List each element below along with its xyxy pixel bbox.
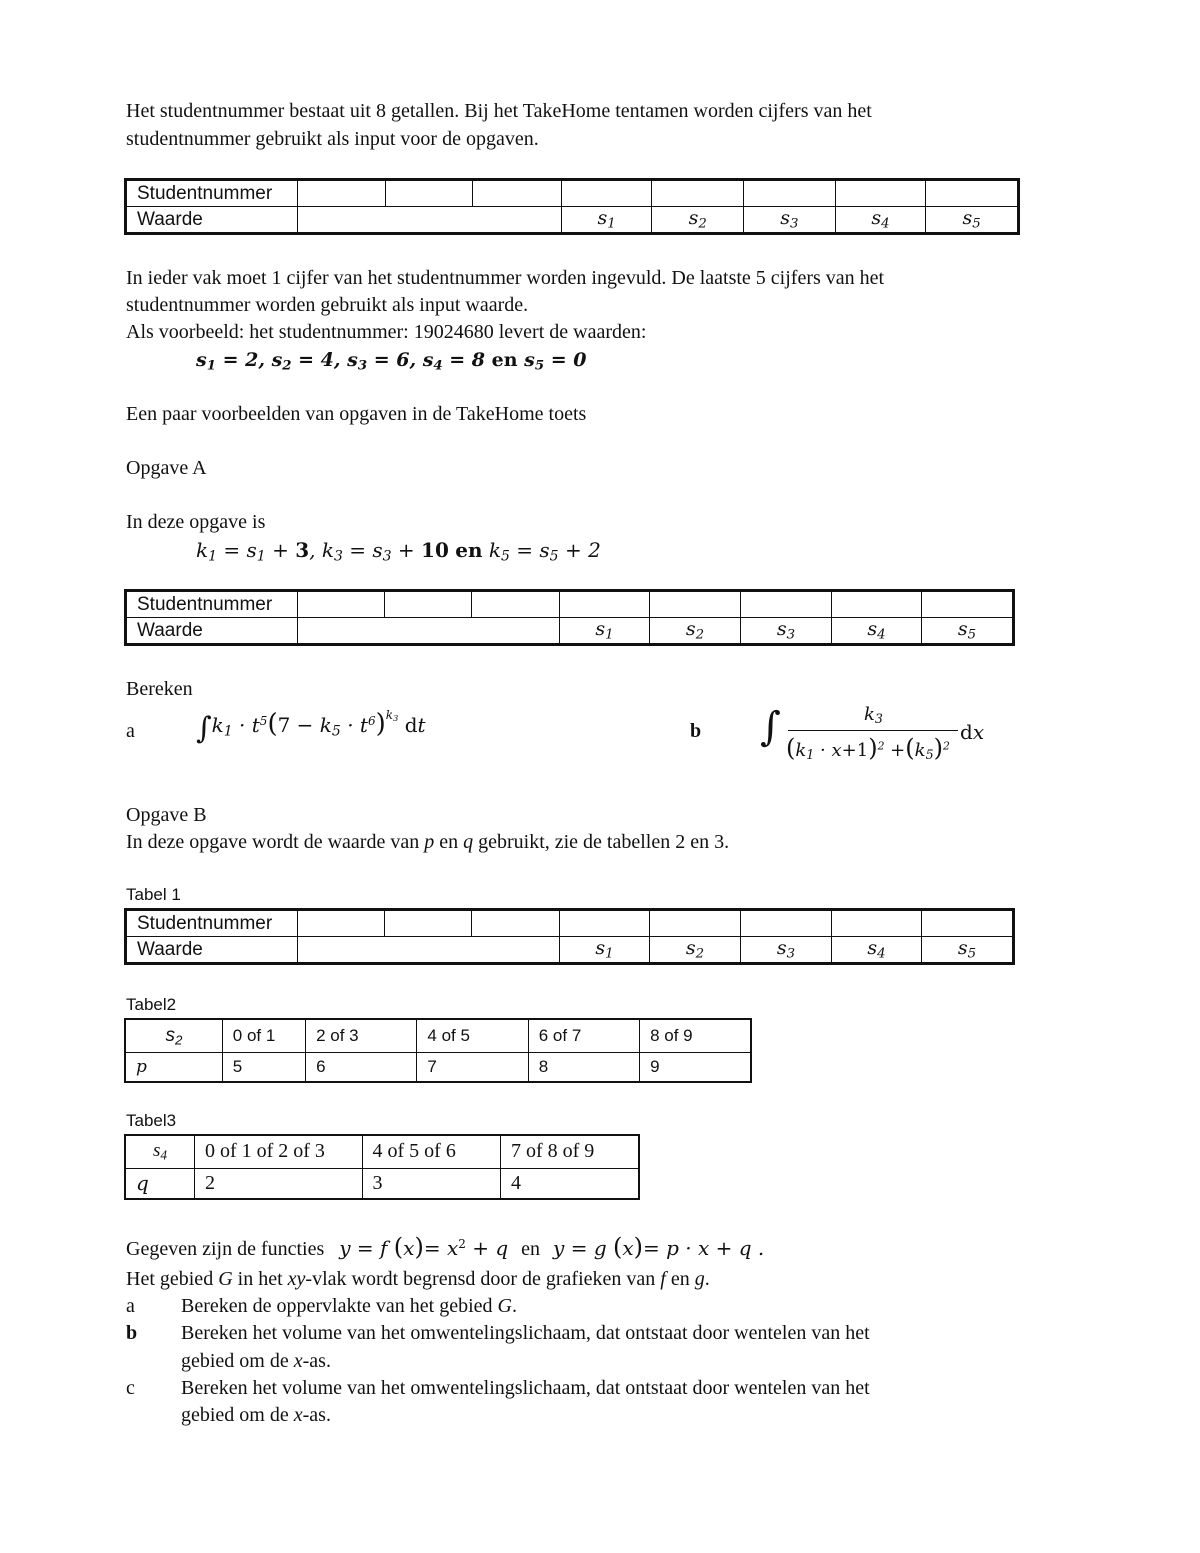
function-g: y = g (x)= p · x + q . bbox=[553, 1233, 765, 1262]
digit-cell[interactable] bbox=[560, 591, 650, 618]
tabel2-header-cell: 4 of 5 bbox=[417, 1019, 528, 1052]
studentnummer-label: Studentnummer bbox=[126, 910, 298, 937]
tabel3-row-label: q bbox=[125, 1168, 194, 1199]
digit-cell[interactable] bbox=[922, 910, 1014, 937]
integral-b: ∫ $k_3$ $(k_1 \cdot x+1)^2 +(k_5)^2$ dx bbox=[760, 704, 985, 763]
tabel2-caption: Tabel2 bbox=[126, 995, 177, 1014]
student-table-3 bbox=[124, 908, 1015, 965]
digit-cell[interactable] bbox=[832, 910, 922, 937]
tabel3-value-cell: 3 bbox=[362, 1168, 500, 1199]
tabel2-header-cell: 0 of 1 bbox=[222, 1019, 305, 1052]
explain-line-1: In ieder vak moet 1 cijfer van het studentnummer worden ingevuld. De laatste 5 cijfers van het bbox=[126, 267, 885, 289]
explain-line-3: Als voorbeeld: het studentnummer: 19024680 levert de waarden: bbox=[126, 321, 647, 343]
s2-label: $s_2$ bbox=[650, 618, 741, 645]
digit-cell[interactable] bbox=[926, 180, 1019, 207]
functions-line bbox=[126, 1231, 764, 1262]
s1-label: $s_1$ bbox=[561, 207, 652, 234]
tabel2-value-cell: 9 bbox=[640, 1052, 751, 1082]
digit-cell[interactable] bbox=[741, 591, 832, 618]
tabel3-header-cell: 4 of 5 of 6 bbox=[362, 1135, 500, 1168]
question-c-text: Bereken het volume van het omwentelingslichaam, dat ontstaat door wentelen van het bbox=[181, 1377, 870, 1399]
digit-cell[interactable] bbox=[473, 180, 562, 207]
tabel2 bbox=[124, 1018, 752, 1083]
digit-cell[interactable] bbox=[385, 180, 473, 207]
s3-label: $s_3$ bbox=[741, 937, 832, 964]
digit-cell[interactable] bbox=[472, 910, 560, 937]
functions-prefix: Gegeven zijn de functies bbox=[126, 1238, 325, 1261]
digit-cell[interactable] bbox=[560, 910, 650, 937]
waarde-label: Waarde bbox=[126, 207, 298, 234]
opgave-b-title: Opgave B bbox=[126, 804, 207, 826]
digit-cell[interactable] bbox=[297, 180, 385, 207]
tabel1-caption: Tabel 1 bbox=[126, 885, 181, 904]
waarde-blank bbox=[297, 207, 561, 234]
s4-label: $s_4$ bbox=[832, 618, 922, 645]
s5-label: $s_5$ bbox=[926, 207, 1019, 234]
s5-label: $s_5$ bbox=[922, 618, 1014, 645]
digit-cell[interactable] bbox=[472, 591, 560, 618]
explain-line-2: studentnummer worden gebruikt als input waarde. bbox=[126, 294, 529, 316]
tabel2-header-cell: 2 of 3 bbox=[306, 1019, 417, 1052]
tabel3-header-cell: 0 of 1 of 2 of 3 bbox=[194, 1135, 362, 1168]
digit-cell[interactable] bbox=[832, 591, 922, 618]
waarde-blank bbox=[298, 937, 560, 964]
question-b-label: b bbox=[126, 1322, 138, 1344]
s2-label: $s_2$ bbox=[652, 207, 744, 234]
opgave-a-intro: In deze opgave is bbox=[126, 511, 266, 533]
s3-label: $s_3$ bbox=[744, 207, 836, 234]
digit-cell[interactable] bbox=[650, 910, 741, 937]
digit-cell[interactable] bbox=[652, 180, 744, 207]
tabel2-row-label: p bbox=[125, 1052, 222, 1082]
question-b-text: Bereken het volume van het omwentelingslichaam, dat ontstaat door wentelen van het bbox=[181, 1322, 870, 1344]
digit-cell[interactable] bbox=[744, 180, 836, 207]
tabel3-caption: Tabel3 bbox=[126, 1111, 177, 1130]
s1-label: $s_1$ bbox=[560, 618, 650, 645]
digit-cell[interactable] bbox=[922, 591, 1014, 618]
studentnummer-label: Studentnummer bbox=[126, 591, 298, 618]
question-b-text-2: gebied om de x-as. bbox=[181, 1350, 331, 1372]
opgave-a-formula: $k_1 = s_1 + 3$, $k_3 = s_3 + 10$ en $k_5 = s_5 + 2$ bbox=[196, 538, 601, 565]
opgave-b-intro: In deze opgave wordt de waarde van p en q gebruikt, zie de tabellen 2 en 3. bbox=[126, 831, 730, 853]
digit-cell[interactable] bbox=[835, 180, 926, 207]
integral-a-label: a bbox=[126, 720, 135, 742]
functions-en: en bbox=[521, 1238, 541, 1261]
tabel2-header-cell: 6 of 7 bbox=[528, 1019, 639, 1052]
intro-line-2: studentnummer gebruikt als input voor de opgaven. bbox=[126, 128, 539, 150]
opgave-a-title: Opgave A bbox=[126, 457, 207, 479]
s1-label: $s_1$ bbox=[560, 937, 650, 964]
digit-cell[interactable] bbox=[741, 910, 832, 937]
integral-b-label: b bbox=[690, 720, 702, 742]
s4-label: $s_4$ bbox=[835, 207, 926, 234]
example-values: $s_1 = 2$, $s_2 = 4$, $s_3 = 6$, $s_4 = 8$ en $s_5 = 0$ bbox=[196, 349, 587, 374]
tabel2-header-label: $s_2$ bbox=[125, 1019, 222, 1052]
tabel3-header-cell: 7 of 8 of 9 bbox=[500, 1135, 639, 1168]
integral-a: $\int k_1 \cdot t^5(7 - k_5 \cdot t^6)^{k_3}$ dt bbox=[196, 708, 426, 747]
studentnummer-label: Studentnummer bbox=[126, 180, 298, 207]
digit-cell[interactable] bbox=[561, 180, 652, 207]
examples-heading: Een paar voorbeelden van opgaven in de TakeHome toets bbox=[126, 403, 587, 425]
waarde-label: Waarde bbox=[126, 937, 298, 964]
tabel2-value-cell: 6 bbox=[306, 1052, 417, 1082]
tabel2-header-cell: 8 of 9 bbox=[640, 1019, 751, 1052]
region-line: Het gebied G in het xy-vlak wordt begrensd door de grafieken van f en g. bbox=[126, 1268, 710, 1290]
tabel2-value-cell: 7 bbox=[417, 1052, 528, 1082]
tabel3 bbox=[124, 1134, 640, 1200]
bereken-label: Bereken bbox=[126, 678, 193, 700]
student-table-2 bbox=[124, 589, 1015, 646]
digit-cell[interactable] bbox=[298, 910, 385, 937]
tabel2-value-cell: 5 bbox=[222, 1052, 305, 1082]
digit-cell[interactable] bbox=[385, 591, 472, 618]
waarde-blank bbox=[298, 618, 560, 645]
intro-line-1: Het studentnummer bestaat uit 8 getallen. Bij het TakeHome tentamen worden cijfers van het bbox=[126, 100, 872, 122]
s3-label: $s_3$ bbox=[741, 618, 832, 645]
question-c-label: c bbox=[126, 1377, 135, 1399]
tabel2-value-cell: 8 bbox=[528, 1052, 639, 1082]
tabel3-value-cell: 4 bbox=[500, 1168, 639, 1199]
digit-cell[interactable] bbox=[298, 591, 385, 618]
student-table-1 bbox=[124, 178, 1020, 235]
tabel3-value-cell: 2 bbox=[194, 1168, 362, 1199]
s5-label: $s_5$ bbox=[922, 937, 1014, 964]
question-a-text: Bereken de oppervlakte van het gebied G. bbox=[181, 1295, 517, 1317]
s4-label: $s_4$ bbox=[832, 937, 922, 964]
function-f: y = f $(x)= x^2 + q$ bbox=[339, 1233, 509, 1262]
question-c-text-2: gebied om de x-as. bbox=[181, 1404, 331, 1426]
tabel3-header-label: $s_4$ bbox=[125, 1135, 194, 1168]
digit-cell[interactable] bbox=[385, 910, 472, 937]
waarde-label: Waarde bbox=[126, 618, 298, 645]
digit-cell[interactable] bbox=[650, 591, 741, 618]
s2-label: $s_2$ bbox=[650, 937, 741, 964]
question-a-label: a bbox=[126, 1295, 135, 1317]
